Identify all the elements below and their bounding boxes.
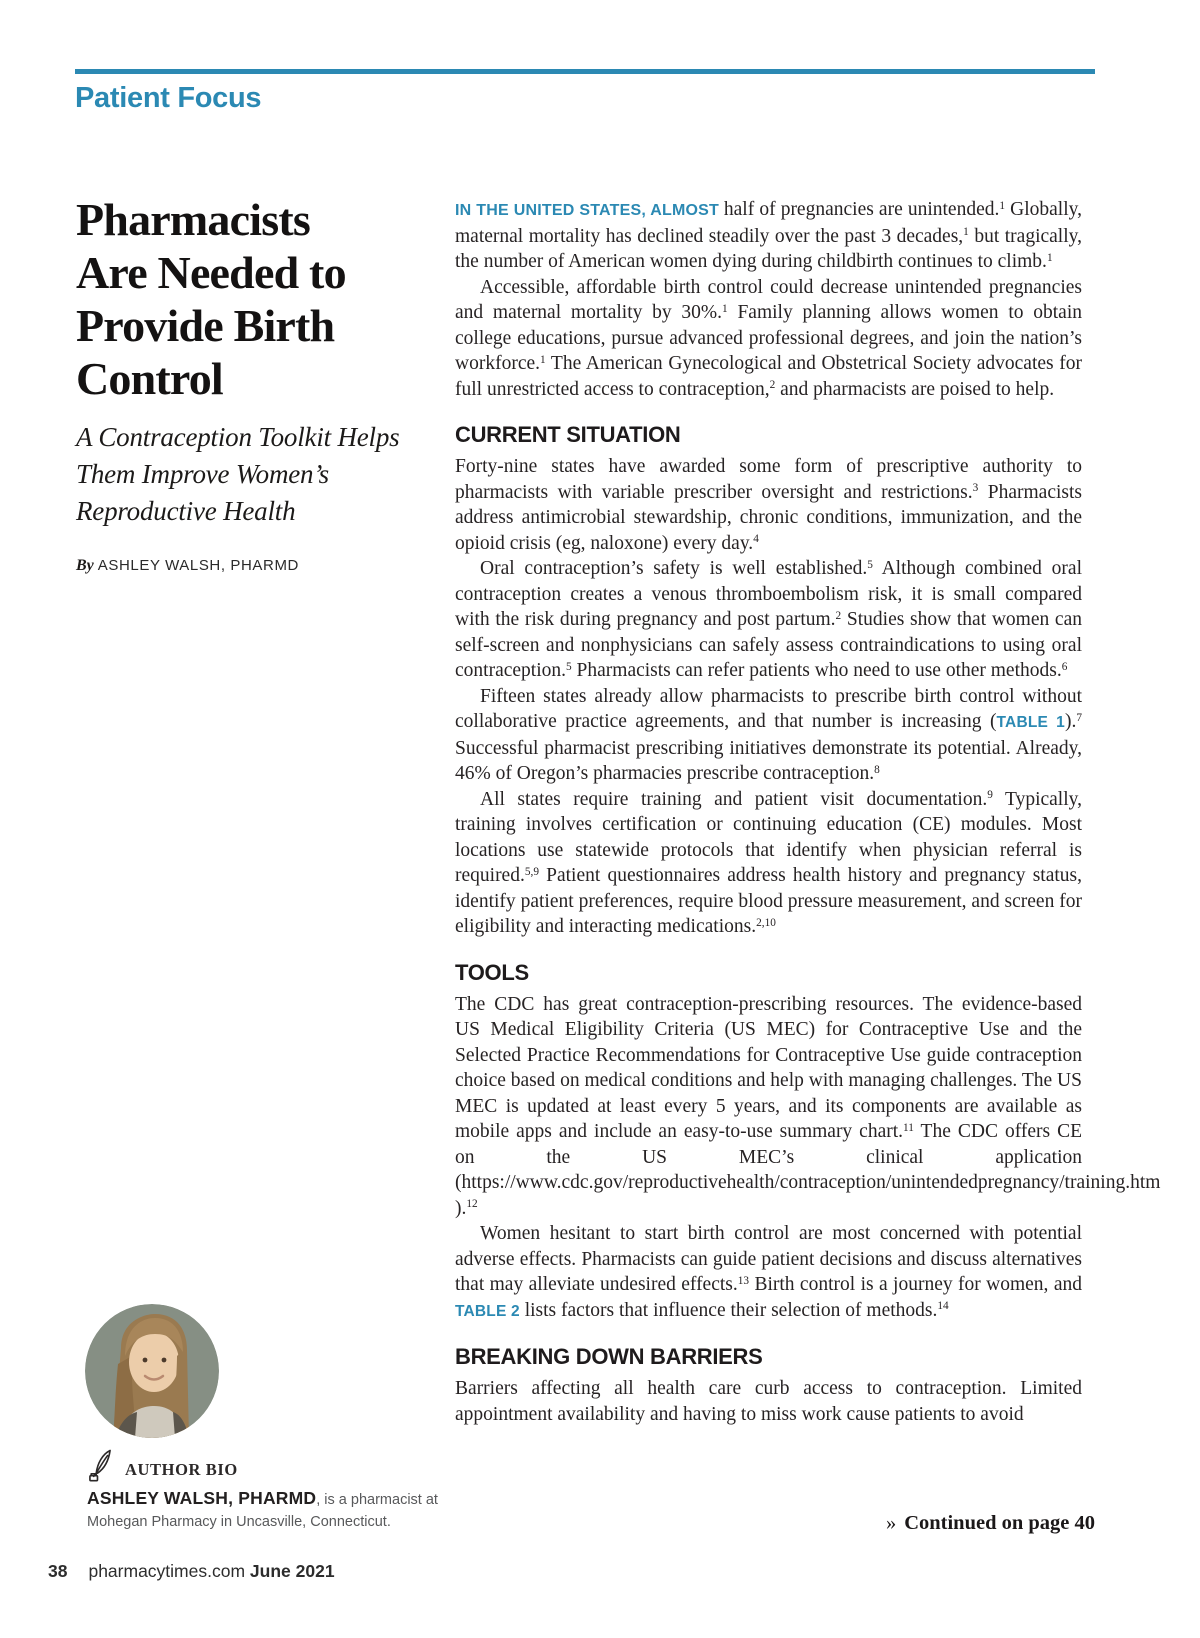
reference-superscript: 8 [874, 763, 880, 776]
reference-superscript: 1 [540, 353, 546, 366]
author-bio-text [87, 1487, 445, 1533]
author-bio-description: , is a pharmacist at Mohegan Pharmacy in Uncasville, Connecticut. [87, 1492, 438, 1530]
paragraph: Forty-nine states have awarded some form of prescriptive authority to pharmacists with variable prescriber oversight and restrictions.$^3$ Pharmacists address antimicrobial stewardship, chronic conditions, immunization, and the opioid crisis (eg, naloxone) every day.$^4$ [455, 456, 1083, 554]
reference-superscript: 7 [1076, 711, 1082, 724]
paragraph: Barriers affecting all health care curb access to contraception. Limited appointment availability and having to miss work cause patients to avoid [455, 1378, 1082, 1425]
paragraph: Fifteen states already allow pharmacists to prescribe birth control without collaborative practice agreements, and that number is increasing (TABLE 1).$^7$ Successful pharmacist prescribing initiatives demonstrate its potential. Already, 46% of Oregon’s pharmacies prescribe contraception.$^8$ [455, 685, 1082, 784]
table-reference: TABLE 2 [455, 1302, 520, 1320]
footer-issue-date: June 2021 [249, 1561, 335, 1581]
byline [76, 557, 448, 575]
continued-text: Continued on page 40 [904, 1512, 1095, 1534]
reference-superscript: 4 [753, 533, 759, 546]
reference-superscript: 14 [937, 1300, 949, 1313]
paragraph: All states require training and patient visit documentation.$^9$ Typically, training involves certification or continuing education (CE) modules. Most locations use statewide protocols that identify when physician referral is required.$^{5,9}$ Patient questionnaires address health history and pregnancy status, identify patient preferences, require blood pressure measurement, and screen for eligibility and interacting medications.$^{2,10}$ [455, 788, 1082, 937]
reference-superscript: 12 [466, 1198, 478, 1211]
reference-superscript: 13 [737, 1274, 750, 1287]
reference-superscript: 1 [722, 302, 728, 315]
reference-superscript: 3 [972, 482, 979, 495]
reference-superscript: 1 [1046, 251, 1053, 264]
title-line: Pharmacists [76, 194, 310, 245]
reference-superscript: 5 [566, 660, 572, 673]
table-reference: TABLE 1 [996, 714, 1065, 731]
footer-site-name: pharmacytimes.com [88, 1561, 246, 1581]
headline-block [76, 193, 448, 575]
reference-superscript: 1 [963, 226, 969, 239]
byline-author-name: ASHLEY WALSH, PHARMD [97, 557, 299, 574]
reference-superscript: 6 [1061, 660, 1068, 673]
paragraph: Oral contraception’s safety is well established.$^5$ Although combined oral contraception creates a venous thromboembolism risk, it is small compared with the risk during pregnancy and post partum.$^2$ Studies show that women can self-screen and nonphysicians can safely assess contraindications to using oral contraception.$^5$ Pharmacists can refer patients who need to use other methods.$^6$ [455, 558, 1082, 681]
article-body [455, 197, 1161, 1427]
reference-superscript: 2 [835, 609, 842, 622]
reference-superscript: 2 [769, 379, 776, 392]
author-bio-name: ASHLEY WALSH, PHARMD [87, 1488, 317, 1508]
byline-prefix: By [76, 557, 94, 574]
continued-on-page-note [886, 1512, 1095, 1535]
article-subtitle [76, 419, 448, 530]
title-line: Are Needed to [76, 247, 346, 298]
lead-in-text: IN THE UNITED STATES, ALMOST [455, 202, 724, 219]
article-title [76, 193, 448, 405]
section-heading: BREAKING DOWN BARRIERS [455, 1344, 763, 1369]
section-kicker: Patient Focus [75, 82, 262, 114]
author-bio-block [85, 1304, 457, 1533]
title-line: Control [76, 353, 223, 404]
author-bio-label-row [87, 1448, 457, 1482]
paragraph: Women hesitant to start birth control are most concerned with potential adverse effects. Pharmacists can guide patient decisions and discuss alternatives that may alleviate undesired effects.$^{13}$ Birth control is a journey for women, and TABLE 2 lists factors that influence their selection of methods.$^{14}$ [455, 1223, 1082, 1321]
continued-marker-glyph: » [885, 1512, 897, 1534]
subtitle-line: A Contraception Toolkit Helps [76, 422, 400, 452]
section-heading: TOOLS [455, 959, 529, 985]
paragraph: The CDC has great contraception-prescribing resources. The evidence-based US Medical Eligibility Criteria (US MEC) for Contraceptive Use and the Selected Practice Recommendations for Contraceptive Use guide contraception choice based on medical conditions and help with managing challenges. The US MEC is updated at least every 5 years, and its components are available as mobile apps and include an easy-to-use summary chart.$^{11}$ The CDC offers CE on the US MEC’s clinical application (https://www.cdc.gov/reproductivehealth/contraception/unintendedpregnancy/training.htm ).$^{12}$ [455, 993, 1161, 1219]
subtitle-line: Them Improve Women’s [76, 459, 329, 489]
reference-superscript: 9 [987, 789, 993, 802]
page-footer [48, 1561, 335, 1582]
reference-superscript: 5 [867, 558, 873, 571]
title-line: Provide Birth [76, 300, 335, 351]
reference-superscript: 2,10 [756, 916, 776, 929]
reference-superscript: 1 [999, 199, 1006, 212]
author-bio-label: AUTHOR BIO [125, 1460, 238, 1479]
reference-superscript: 11 [903, 1121, 914, 1134]
author-photo [85, 1304, 219, 1438]
header-rule [75, 69, 1095, 74]
author-photo-illustration [85, 1304, 219, 1438]
quill-pen-icon [87, 1448, 113, 1482]
section-heading: CURRENT SITUATION [455, 422, 681, 447]
footer-page-number: 38 [48, 1561, 68, 1581]
paragraph: IN THE UNITED STATES, ALMOST half of pregnancies are unintended.$^1$ Globally, maternal mortality has declined steadily over the past 3 decades,$^1$ but tragically, the number of American women dying during childbirth continues to climb.$^1$ [455, 199, 1082, 272]
subtitle-line: Reproductive Health [76, 496, 296, 526]
reference-superscript: 5,9 [524, 865, 539, 878]
paragraph: Accessible, affordable birth control could decrease unintended pregnancies and maternal mortality by 30%.$^1$ Family planning allows women to obtain college educations, pursue advanced professional degrees, and join the nation’s workforce.$^1$ The American Gynecological and Obstetrical Society advocates for full unrestricted access to contraception,$^2$ and pharmacists are poised to help. [455, 276, 1082, 400]
